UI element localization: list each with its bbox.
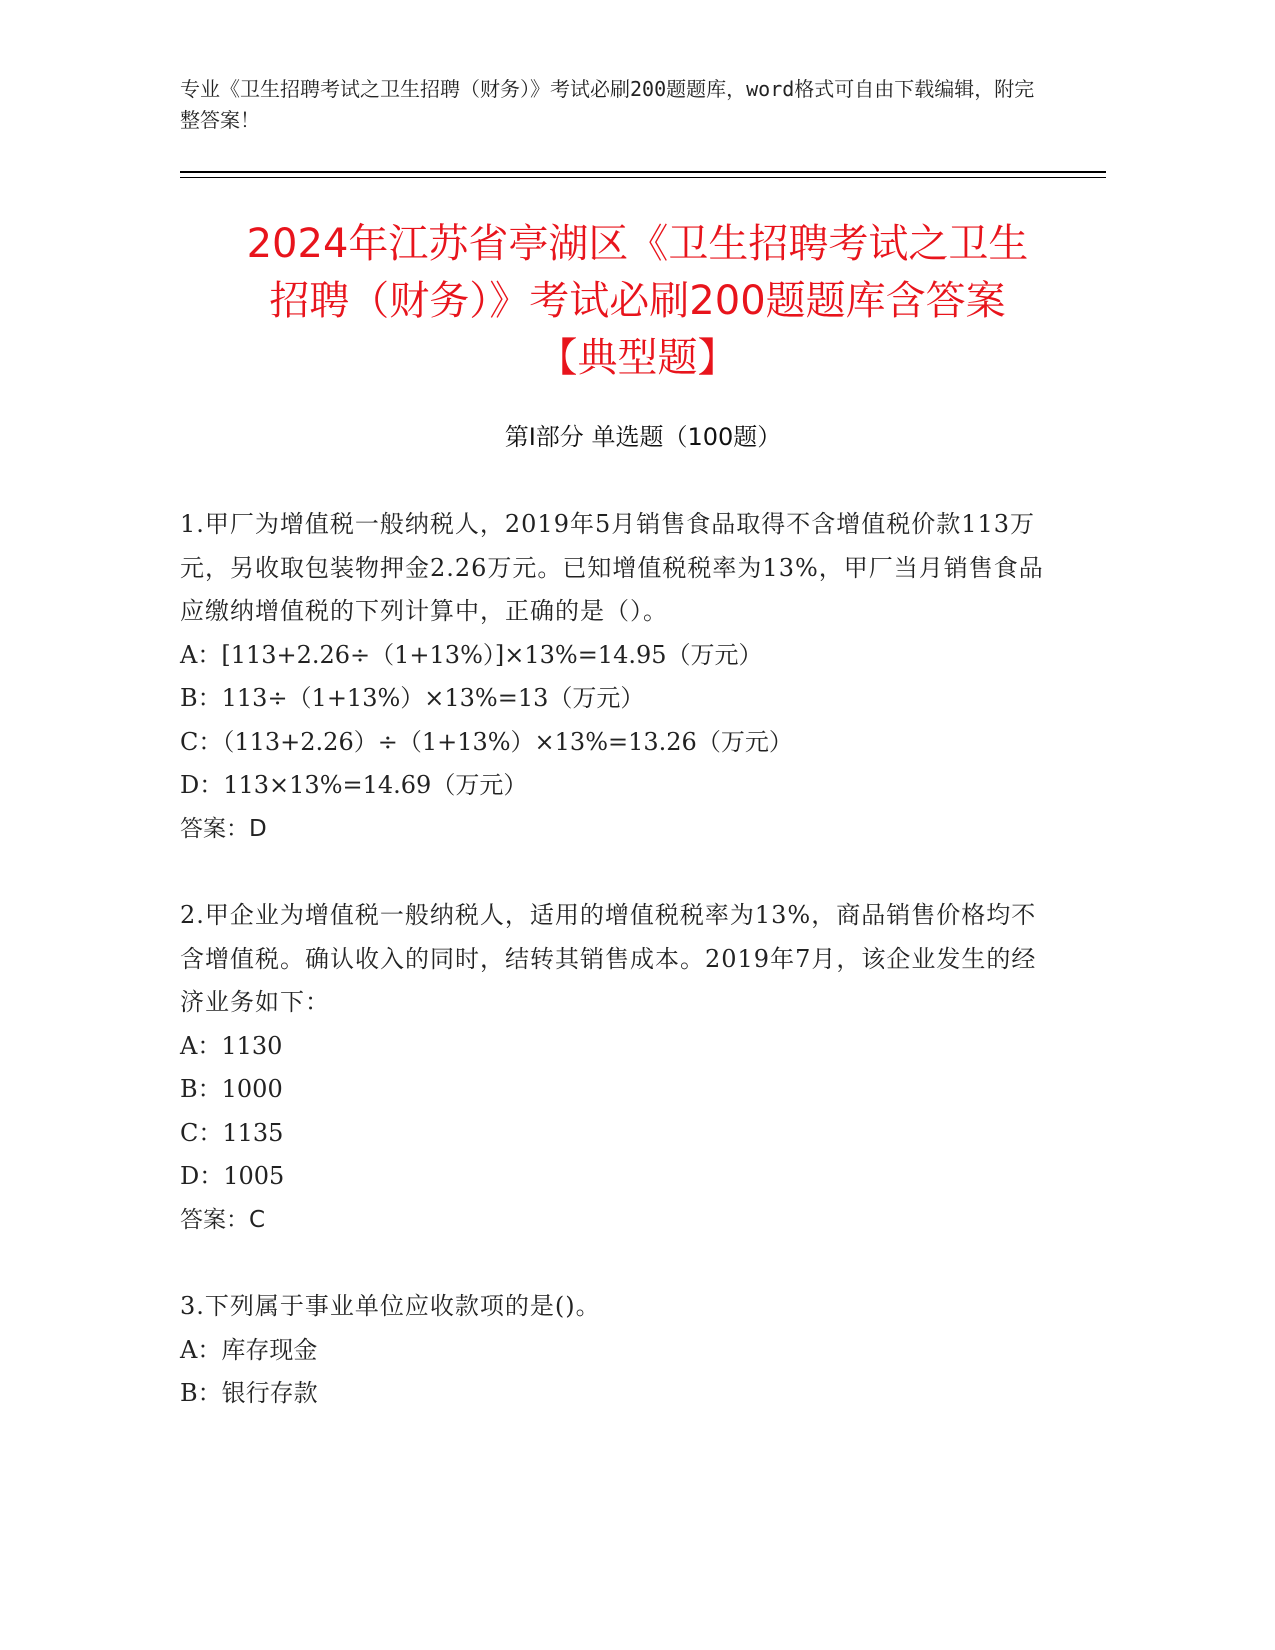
- document-title: [150, 216, 1125, 387]
- option-a: A：[113+2.26÷（1+13%）]×13%=14.95（万元）: [180, 640, 763, 669]
- header-rule-thick: [180, 171, 1106, 173]
- question-list: [180, 503, 1050, 1459]
- title-line-2: 招聘（财务）》考试必刷200题题库含答案: [269, 278, 1006, 324]
- question-stem: 3.下列属于事业单位应收款项的是()。: [180, 1292, 601, 1320]
- option-c: C：1135: [180, 1118, 284, 1147]
- question-stem: 1.甲厂为增值税一般纳税人，2019年5月销售食品取得不含增值税价款113万元，另收取包装物押金2.26万元。已知增值税税率为13%，甲厂当月销售食品应缴纳增值税的下列计算中，正确的是（）。: [180, 510, 1044, 625]
- header-note: 专业《卫生招聘考试之卫生招聘（财务）》考试必刷200题题库，word格式可自由下载编辑，附完整答案！: [180, 77, 1035, 132]
- option-a: A：1130: [180, 1031, 283, 1060]
- header-rule-thin: [180, 177, 1106, 178]
- option-b: B：1000: [180, 1075, 283, 1103]
- option-d: D：1005: [180, 1162, 285, 1190]
- answer: 答案：D: [180, 815, 267, 842]
- option-a: A：库存现金: [180, 1335, 318, 1364]
- section-title: 第Ⅰ部分 单选题（100题）: [504, 423, 782, 451]
- option-b: B：银行存款: [180, 1379, 318, 1407]
- title-line-3: 【典型题】: [537, 335, 738, 381]
- question-3: [180, 1285, 1050, 1416]
- question-2: [180, 894, 1050, 1242]
- question-1: [180, 503, 1050, 851]
- option-b: B：113÷（1+13%）×13%=13（万元）: [180, 684, 645, 712]
- title-line-1: 2024年江苏省亭湖区《卫生招聘考试之卫生: [246, 221, 1029, 267]
- option-c: C：（113+2.26）÷（1+13%）×13%=13.26（万元）: [180, 727, 793, 756]
- answer: 答案：C: [180, 1206, 266, 1233]
- question-stem: 2.甲企业为增值税一般纳税人，适用的增值税税率为13%，商品销售价格均不含增值税。确认收入的同时，结转其销售成本。2019年7月，该企业发生的经济业务如下：: [180, 901, 1037, 1016]
- option-d: D：113×13%=14.69（万元）: [180, 771, 528, 799]
